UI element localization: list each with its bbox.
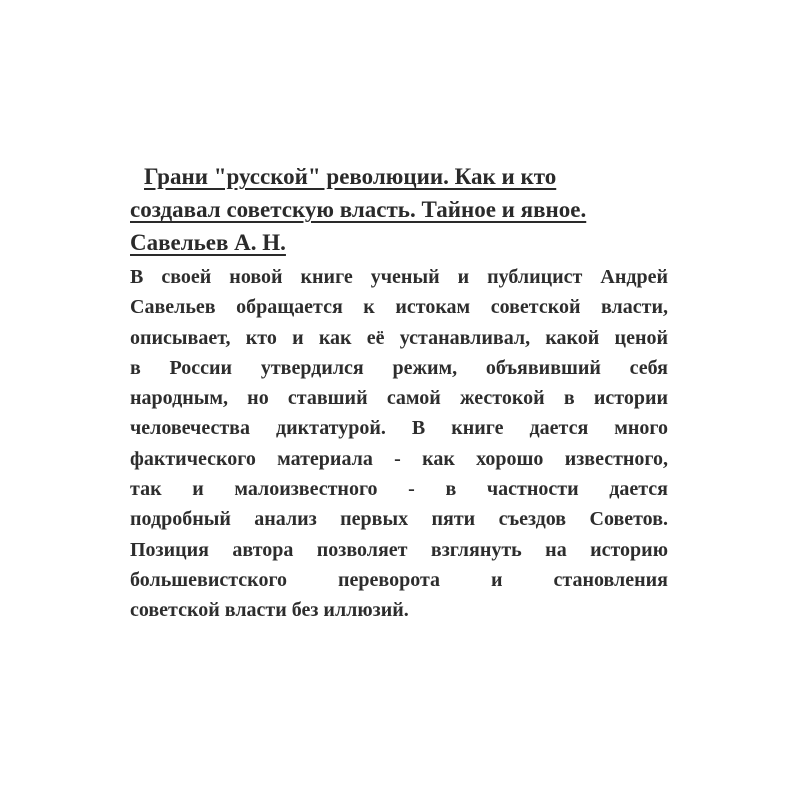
description-line: в России утвердился режим, объявивший себя — [130, 356, 668, 379]
description-line: Савельев обращается к истокам советской власти, — [130, 296, 668, 319]
description-line: Позиция автора позволяет взглянуть на историю — [130, 538, 668, 561]
description-line: фактического материала - как хорошо известного, — [130, 447, 668, 470]
description-line: так и малоизвестного - в частности дается — [130, 478, 668, 501]
book-title — [130, 160, 650, 259]
book-title-line: Грани "русской" революции. Как и кто — [144, 164, 557, 189]
description-line: подробный анализ первых пяти съездов Советов. — [130, 508, 668, 531]
description-line: описывает, кто и как её устанавливал, какой ценой — [130, 326, 668, 349]
description-line: человечества диктатурой. В книге дается много — [130, 417, 668, 440]
description-line: советской власти без иллюзий. — [130, 599, 409, 622]
book-author: Савельев А. Н. — [130, 230, 286, 255]
description-line: В своей новой книге ученый и публицист Андрей — [130, 266, 668, 288]
book-description — [130, 262, 668, 626]
description-line: большевистского переворота и становления — [130, 568, 668, 591]
book-title-line: создавал советскую власть. Тайное и явное. — [130, 197, 587, 222]
description-line: народным, но ставший самой жестокой в истории — [130, 387, 668, 410]
